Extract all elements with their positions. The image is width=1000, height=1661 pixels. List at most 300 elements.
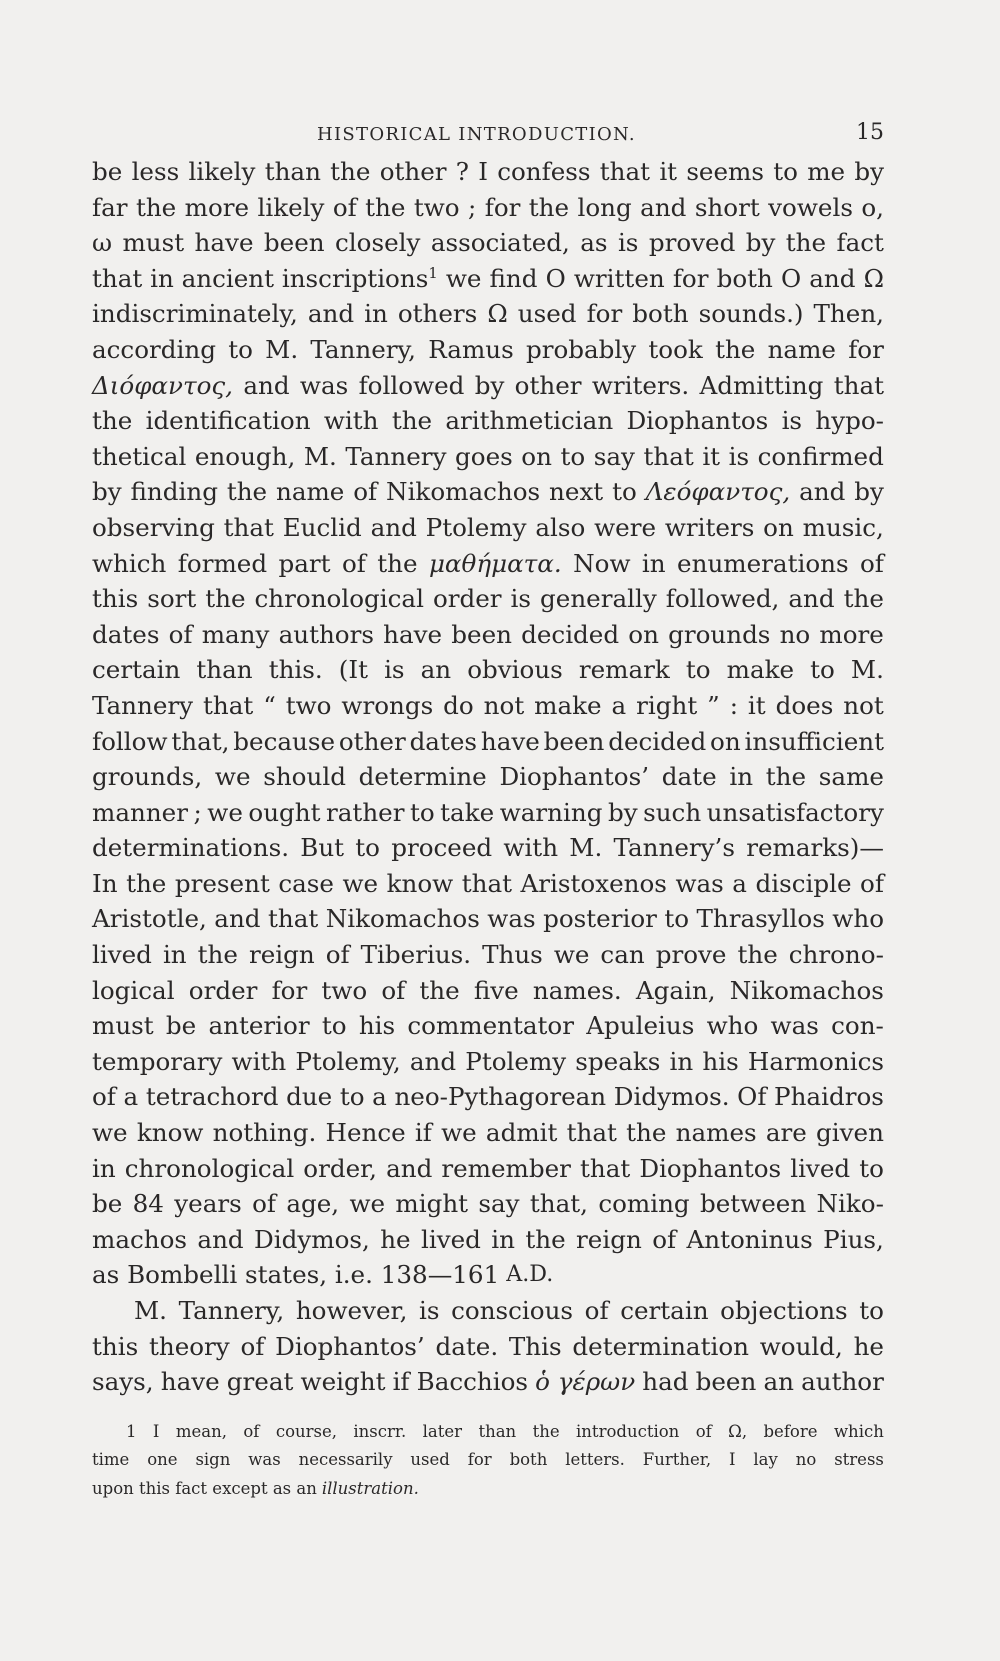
word: later (422, 1421, 463, 1441)
text-line (92, 1044, 884, 1080)
word: that (267, 904, 319, 934)
word: enumerations (677, 548, 849, 578)
word: closely (335, 228, 421, 258)
word: have (480, 726, 540, 756)
word: reign (576, 1224, 642, 1254)
word: the (525, 1224, 566, 1254)
word: author (801, 1367, 884, 1397)
text-line (92, 474, 884, 510)
word: and (197, 1224, 244, 1254)
word: the (715, 334, 756, 364)
word: sign (195, 1450, 231, 1470)
word: Further, (642, 1450, 712, 1470)
word: Now (573, 548, 631, 578)
greek-word: Λεόφαντος, (645, 477, 791, 507)
word: two (285, 690, 332, 720)
text-line (92, 546, 884, 582)
word: to (773, 157, 798, 186)
word: thetical (92, 441, 187, 471)
word: and (799, 477, 846, 507)
word: his (358, 1011, 396, 1041)
word: logical (92, 975, 175, 1005)
word: follow (92, 726, 168, 756)
word: rather (326, 797, 405, 827)
word: remark (578, 655, 670, 685)
word: also (535, 512, 586, 542)
text-segment: upon this fact except as an (92, 1478, 317, 1498)
word: less (131, 157, 180, 186)
word: for (467, 1450, 492, 1470)
word: took (648, 334, 703, 364)
word: of (240, 1331, 265, 1361)
word: because (233, 726, 336, 756)
word: temporary (92, 1046, 223, 1076)
word: and (370, 512, 417, 542)
word: Ω (863, 263, 884, 293)
word: Hence (325, 1118, 406, 1148)
word: for (848, 334, 884, 364)
text-line (92, 1079, 884, 1115)
text-line (92, 652, 884, 688)
word: however, (295, 1296, 408, 1325)
word: was (248, 1450, 281, 1470)
word: be (92, 1189, 123, 1219)
word: two (321, 975, 368, 1005)
word: likely (188, 157, 256, 186)
word: theory (148, 1331, 230, 1361)
word: the (843, 584, 884, 614)
word: Aristoxenos (520, 868, 667, 898)
text-line (92, 403, 884, 439)
text-line (92, 1186, 884, 1222)
word: prove (655, 940, 727, 970)
word: was (675, 868, 724, 898)
word: manner (92, 797, 188, 827)
word: he (853, 1331, 884, 1361)
word: the (92, 406, 133, 436)
word: of (252, 1189, 277, 1219)
word: goes (455, 441, 513, 471)
word: Tiberius. (360, 940, 472, 970)
word: necessarily (298, 1450, 393, 1470)
word: the (135, 192, 177, 222)
word: ? (455, 157, 469, 186)
word: long (577, 192, 632, 222)
word: vowels (768, 192, 853, 222)
word: not (843, 690, 884, 720)
word: objections (720, 1296, 848, 1325)
word: this (92, 584, 139, 614)
word: was (770, 1011, 819, 1041)
word: short (694, 192, 760, 222)
word: Diophantos’ (275, 1331, 425, 1361)
text-line (92, 332, 884, 368)
word: likely (257, 192, 325, 222)
word: in (491, 1224, 516, 1254)
word: been (695, 1367, 757, 1397)
word: Ω (487, 299, 508, 329)
word: by (745, 228, 776, 258)
word: order (432, 584, 502, 614)
word: than (478, 1421, 517, 1441)
word: to (409, 797, 435, 827)
word: given (816, 1118, 884, 1148)
word: that (599, 157, 651, 186)
word: does (775, 690, 834, 720)
word: Ptolemy (425, 512, 527, 542)
word: five (473, 975, 519, 1005)
word: Tannery, (178, 1296, 285, 1325)
word: and (214, 904, 261, 934)
word: the (626, 1118, 667, 1148)
word: make (534, 690, 602, 720)
word: to (560, 441, 586, 471)
word: in (364, 299, 388, 329)
word: we (342, 868, 379, 898)
word: the (532, 1421, 560, 1441)
word: in (729, 762, 754, 792)
word: Apuleius (586, 1011, 695, 1041)
word: do (443, 690, 474, 720)
word: it (702, 441, 721, 471)
word: of (243, 1421, 260, 1441)
word: chronological (254, 584, 424, 614)
word: of (695, 1421, 712, 1441)
word: dates (92, 619, 160, 649)
word: Aristotle, (92, 904, 207, 934)
word: “ (263, 690, 276, 720)
word: is (384, 655, 405, 685)
word: followed (358, 370, 465, 400)
word: Tannery’s (613, 833, 735, 863)
word: both (632, 299, 689, 329)
word: proved (648, 228, 736, 258)
text-line (92, 937, 884, 973)
word: on (628, 619, 659, 649)
word: O (780, 263, 802, 293)
word: had (642, 1367, 689, 1397)
word: Ptolemy (465, 1046, 567, 1076)
word: on (521, 441, 552, 471)
word: certain (620, 1296, 709, 1325)
word: says, (92, 1367, 154, 1397)
word: the (419, 975, 460, 1005)
word: con- (831, 1011, 884, 1041)
word: can (600, 940, 645, 970)
word: Ramus (428, 334, 514, 364)
word: that (202, 690, 254, 720)
word: more (819, 619, 884, 649)
word: writers. (591, 370, 690, 400)
word: know (136, 1118, 204, 1148)
text-line (92, 190, 884, 226)
word: ; (468, 192, 477, 222)
word: and (640, 192, 687, 222)
word: In (92, 868, 118, 898)
text-line (92, 1364, 884, 1400)
running-head: HISTORICAL INTRODUCTION. (317, 124, 636, 145)
word: that (461, 868, 513, 898)
word: must (92, 1011, 154, 1041)
greek-word: Διόφαντος, (92, 370, 233, 400)
word: should (263, 762, 346, 792)
text-line (92, 617, 884, 653)
text-line (92, 581, 884, 617)
word: by (607, 797, 638, 827)
word: of (860, 868, 884, 898)
word: remember (441, 1153, 571, 1183)
word: I (478, 157, 488, 186)
word: on (710, 726, 741, 756)
word: grounds (668, 619, 771, 649)
word: a (123, 1082, 139, 1112)
word: sort (147, 584, 197, 614)
word: is (419, 1296, 440, 1325)
word: stress (834, 1450, 884, 1470)
word: grounds, (92, 762, 203, 792)
word: the (205, 584, 246, 614)
word: who (832, 904, 884, 934)
word: of (332, 192, 357, 222)
word: no (795, 1450, 817, 1470)
word: both (716, 263, 773, 293)
word: due (286, 1082, 333, 1112)
word: M. (850, 655, 884, 685)
word: order (188, 975, 258, 1005)
word: music, (802, 512, 884, 542)
word: we (445, 263, 482, 293)
text-line (92, 1329, 884, 1365)
word: before (763, 1421, 818, 1441)
word: confess (497, 157, 591, 186)
word: Diophantos (626, 406, 769, 436)
word: Tannery (345, 441, 447, 471)
word: two (413, 192, 460, 222)
word: determination (572, 1331, 749, 1361)
word: reign (248, 940, 315, 970)
word: observing (92, 512, 215, 542)
word: used (410, 1450, 450, 1470)
word: next (549, 477, 604, 507)
text-line (92, 368, 884, 404)
text-line (92, 795, 884, 831)
text-line (92, 973, 884, 1009)
word: the (528, 192, 570, 222)
word: inscrr. (353, 1421, 407, 1441)
word: on (763, 512, 794, 542)
word: Nikomachos (325, 904, 480, 934)
word: of (353, 477, 378, 507)
word: present (174, 868, 270, 898)
page-number: 15 (856, 120, 884, 145)
word: 84 (132, 1189, 164, 1219)
word: which (92, 548, 167, 578)
word: Of (737, 1082, 767, 1112)
word: to (228, 334, 253, 364)
word: determinations. (92, 833, 290, 863)
word: for (672, 263, 709, 293)
word: O (545, 263, 566, 293)
word: that, (529, 1189, 588, 1219)
word: Nikomachos (729, 975, 884, 1005)
word: written (573, 263, 665, 293)
word: chronological (124, 1153, 295, 1183)
word: for (271, 975, 308, 1005)
word: find (489, 263, 538, 293)
word: Then, (813, 299, 884, 329)
word: M. (303, 441, 337, 471)
word: are (765, 1118, 807, 1148)
text-line (92, 296, 884, 332)
book-page (92, 110, 884, 1503)
word: unsatisfactory (706, 797, 884, 827)
word: order, (303, 1153, 377, 1183)
word: this. (268, 655, 323, 685)
word: admit (485, 1118, 558, 1148)
word: others (397, 299, 478, 329)
word: for (586, 299, 623, 329)
word: and (788, 584, 835, 614)
word: an (763, 1367, 794, 1397)
word: be (165, 1011, 197, 1041)
word: one (147, 1450, 178, 1470)
word: Tannery, (310, 334, 416, 364)
word: Harmonics (747, 1046, 884, 1076)
word: know (386, 868, 454, 898)
word: were (594, 512, 657, 542)
word: decided (608, 726, 707, 756)
word: make (726, 655, 795, 685)
word: to (612, 477, 637, 507)
word: been (451, 619, 512, 649)
word: tetrachord (145, 1082, 279, 1112)
word: Thrasyllos (696, 904, 825, 934)
text-line (92, 1115, 884, 1151)
word: date. (435, 1331, 499, 1361)
word: introduction (576, 1421, 680, 1441)
text-line (92, 724, 884, 760)
word: is (617, 228, 639, 258)
word: case (278, 868, 334, 898)
text-line (92, 759, 884, 795)
word: far (92, 192, 128, 222)
word: a (611, 690, 627, 720)
word: right (636, 690, 698, 720)
word: determine (358, 762, 487, 792)
word: the (377, 548, 418, 578)
word: it (659, 157, 678, 186)
word: ο, (861, 192, 884, 222)
word: the (126, 868, 167, 898)
text-line (92, 1008, 884, 1044)
word: authors (278, 619, 374, 649)
word: to (664, 904, 690, 934)
word: this (92, 1331, 139, 1361)
word: letters. (565, 1450, 625, 1470)
word: date (661, 762, 717, 792)
word: we (92, 1118, 128, 1148)
word: generally (540, 584, 657, 614)
word: Pius, (823, 1224, 884, 1254)
word: names (675, 1118, 757, 1148)
word: for (484, 192, 521, 222)
word: is (728, 441, 750, 471)
word: that (580, 1153, 631, 1183)
word: we (441, 1118, 477, 1148)
word: that, (171, 726, 230, 756)
word: to (810, 655, 835, 685)
word: in (641, 548, 666, 578)
word: Again, (635, 975, 716, 1005)
word: lived (420, 1224, 481, 1254)
word: Niko- (816, 1189, 884, 1219)
word: probably (525, 334, 637, 364)
word: warning (499, 797, 603, 827)
word: and (409, 1046, 457, 1076)
word: he (380, 1224, 411, 1254)
word: to (685, 655, 711, 685)
word: a (732, 868, 747, 898)
word: the (737, 940, 778, 970)
word: by (92, 477, 122, 507)
word: weight (300, 1367, 386, 1397)
word: the (330, 157, 371, 186)
word: ; (193, 797, 202, 827)
word: I (728, 1450, 736, 1470)
word: might (395, 1189, 469, 1219)
word: Didymos. (613, 1082, 730, 1112)
word: Euclid (282, 512, 362, 542)
footnote (92, 1418, 884, 1504)
word: in (669, 1046, 694, 1076)
word: of (325, 940, 350, 970)
word: of (860, 548, 884, 578)
word: we (349, 1189, 386, 1219)
word: writers (664, 512, 755, 542)
word: a (372, 1082, 387, 1112)
word: that (566, 1118, 617, 1148)
word: Nikomachos (386, 477, 541, 507)
word: than (264, 157, 321, 186)
word: same (818, 762, 884, 792)
word: is (781, 406, 803, 436)
word: we (214, 762, 251, 792)
word: Thus (482, 940, 543, 970)
word: of (92, 1082, 116, 1112)
text-line (92, 154, 884, 190)
word: insufficient (744, 726, 884, 756)
word: would, (759, 1331, 843, 1361)
era-abbreviation: A.D. (506, 1261, 554, 1288)
text-line (92, 1293, 884, 1329)
word: have (160, 1367, 220, 1397)
word: by (474, 370, 505, 400)
word: the (785, 228, 827, 258)
word: lived (92, 940, 152, 970)
word: part (278, 548, 331, 578)
text-line (92, 866, 884, 902)
word: name (767, 334, 836, 364)
word: neo-Pythagorean (394, 1082, 607, 1112)
word: Admitting (699, 370, 824, 400)
word: M. (134, 1296, 167, 1325)
word: that (643, 441, 694, 471)
word: and (243, 370, 290, 400)
word: name (275, 477, 345, 507)
word: say (478, 1189, 520, 1219)
word: associated, (430, 228, 570, 258)
text-line (92, 901, 884, 937)
